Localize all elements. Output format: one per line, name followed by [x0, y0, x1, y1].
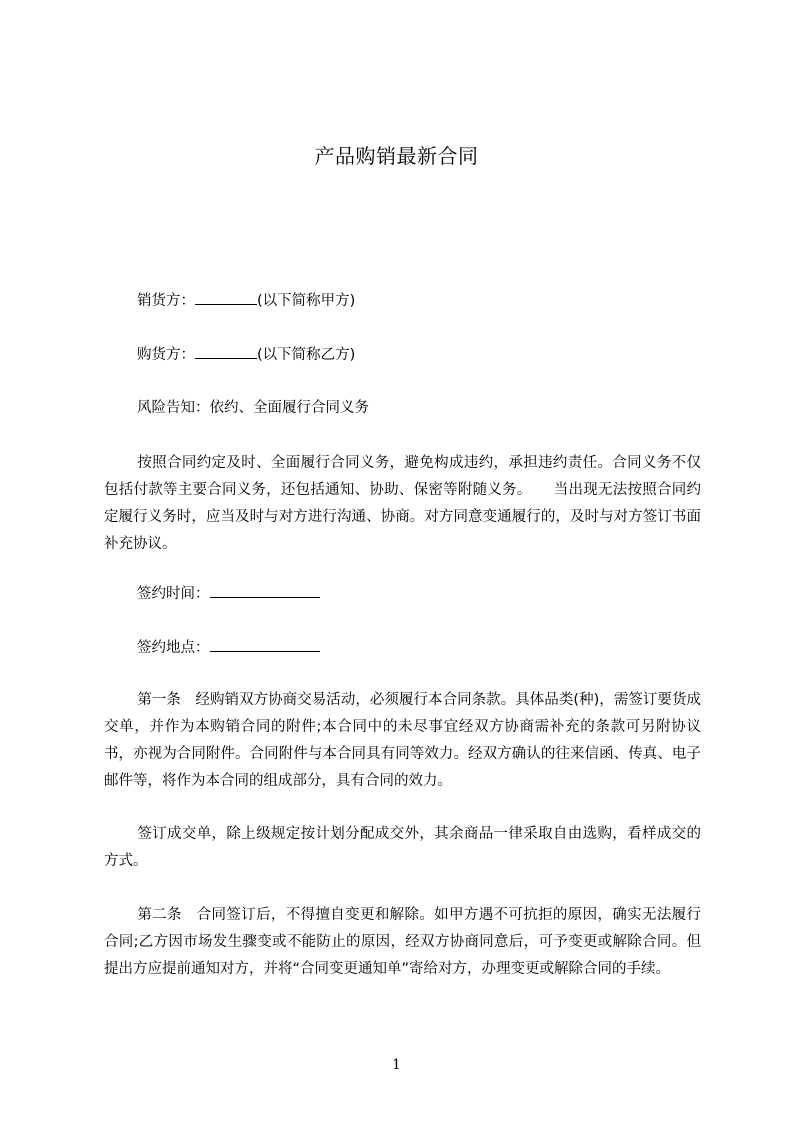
seller-field [137, 287, 355, 315]
risk-notice-heading: 风险告知：依约、全面履行合同义务 [137, 400, 369, 416]
article-1-continued: 签订成交单，除上级规定按计划分配成交外，其余商品一律采取自由选购，看样成交的方式。 [104, 826, 701, 869]
sign-time-field [137, 580, 320, 608]
risk-paragraph: 按照合同约定及时、全面履行合同义务，避免构成违约，承担违约责任。合同义务不仅包括付款等主要合同义务，还包括通知、协助、保密等附随义务。 当出现无法按照合同约定履行义务时，应当及时与对方进行沟通、协商。对方同意变通履行的，及时与对方签订书面补充协议。 [104, 455, 701, 552]
buyer-field [137, 341, 355, 369]
sign-place-field [137, 634, 320, 662]
seller-suffix: (以下简称甲方) [257, 293, 356, 309]
article-2: 第二条 合同签订后，不得擅自变更和解除。如甲方遇不可抗拒的原因，确实无法履行合同;乙方因市场发生骤变或不能防止的原因，经双方协商同意后，可予变更或解除合同。但提出方应提前通知对方，并将“合同变更通知单”寄给对方，办理变更或解除合同的手续。 [104, 907, 701, 977]
buyer-suffix: (以下简称乙方) [257, 347, 356, 363]
sign-place-label: 签约地点： [137, 640, 210, 656]
sign-time-label: 签约时间： [137, 586, 210, 602]
buyer-blank [195, 341, 257, 359]
article-1: 第一条 经购销双方协商交易活动，必须履行本合同条款。具体品类(种)，需签订要货成交单，并作为本购销合同的附件;本合同中的未尽事宜经双方协商需补充的条款可另附协议书，亦视为合同附件。合同附件与本合同具有同等效力。经双方确认的往来信函、传真、电子邮件等，将作为本合同的组成部分，具有合同的效力。 [104, 692, 701, 789]
sign-place-blank [210, 634, 320, 652]
seller-blank [195, 287, 257, 305]
sign-time-blank [210, 580, 320, 598]
buyer-label: 购货方： [137, 347, 195, 363]
document-title: 产品购销最新合同 [314, 144, 479, 168]
seller-label: 销货方： [137, 293, 195, 309]
page-number: 1 [392, 1057, 401, 1073]
